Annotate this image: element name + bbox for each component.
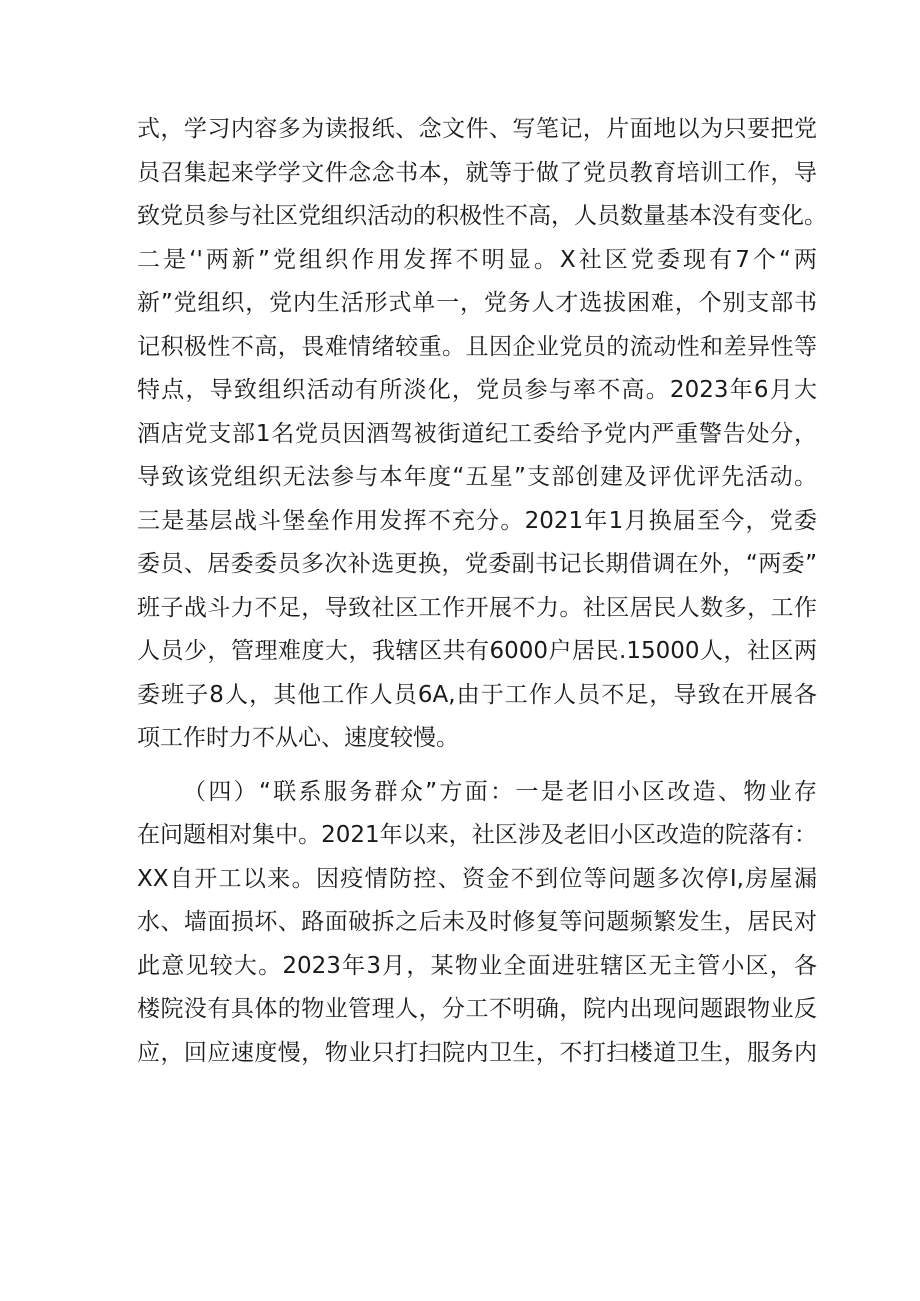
text-line: 三是基层战斗堡垒作用发挥不充分。2021年1月换届至今，党委 xyxy=(137,507,817,534)
text-line: 致党员参与社区党组织活动的积极性不高，人员数量基本没有变化。 xyxy=(137,203,827,229)
paragraph-gap xyxy=(137,761,817,771)
text-line: （四）“联系服务群众”方面：一是老旧小区改造、物业存 xyxy=(183,778,817,805)
text-line: 委班子8人，其他工作人员6A,由于工作人员不足，导致在开展各 xyxy=(137,681,817,708)
text-line: 班子战斗力不足，导致社区工作开展不力。社区居民人数多，工作 xyxy=(137,594,817,621)
text-line: 特点，导致组织活动有所淡化，党员参与率不高。2023年6月大 xyxy=(137,377,817,403)
text-line: 此意见较大。2023年3月，某物业全面进驻辖区无主管小区，各 xyxy=(137,952,817,979)
text-line: 员召集起来学学文件念念书本，就等于做了党员教育培训工作，导 xyxy=(137,159,817,186)
text-line: 项工作时力不从心、速度较慢。 xyxy=(137,725,459,751)
text-line: 委员、居委委员多次补选更换，党委副书记长期借调在外，“两委” xyxy=(137,551,817,577)
text-line: 式，学习内容多为读报纸、念文件、写笔记，片面地以为只要把党 xyxy=(137,116,817,142)
body-text xyxy=(137,108,827,1075)
text-line: 导致该党组织无法参与本年度“五星”支部创建及评优评先活动。 xyxy=(137,464,817,490)
text-line: 酒店党支部1名党员因酒驾被街道纪工委给予党内严重警告处分， xyxy=(137,420,817,447)
text-line: 应，回应速度慢，物业只打扫院内卫生，不打扫楼道卫生，服务内 xyxy=(137,1039,817,1066)
text-line: 人员少，管理难度大，我辖区共有6000户居民.15000人，社区两 xyxy=(137,638,817,664)
text-line: XX自开工以来。因疫情防控、资金不到位等问题多次停I,房屋漏 xyxy=(137,865,817,892)
text-line: 楼院没有具体的物业管理人，分工不明确，院内出现问题跟物业反 xyxy=(137,996,817,1022)
text-line: 水、墙面损坏、路面破拆之后未及时修复等问题频繁发生，居民对 xyxy=(137,909,817,935)
text-line: 二是‘'两新”党组织作用发挥不明显。X社区党委现有7个“两 xyxy=(137,246,817,273)
text-line: 记积极性不高，畏难情绪较重。且因企业党员的流动性和差异性等 xyxy=(137,333,817,360)
text-line: 新”党组织，党内生活形式单一，党务人才选拔困难，个别支部书 xyxy=(137,290,817,316)
text-line: 在问题相对集中。2021年以来，社区涉及老旧小区改造的院落有： xyxy=(137,822,817,848)
